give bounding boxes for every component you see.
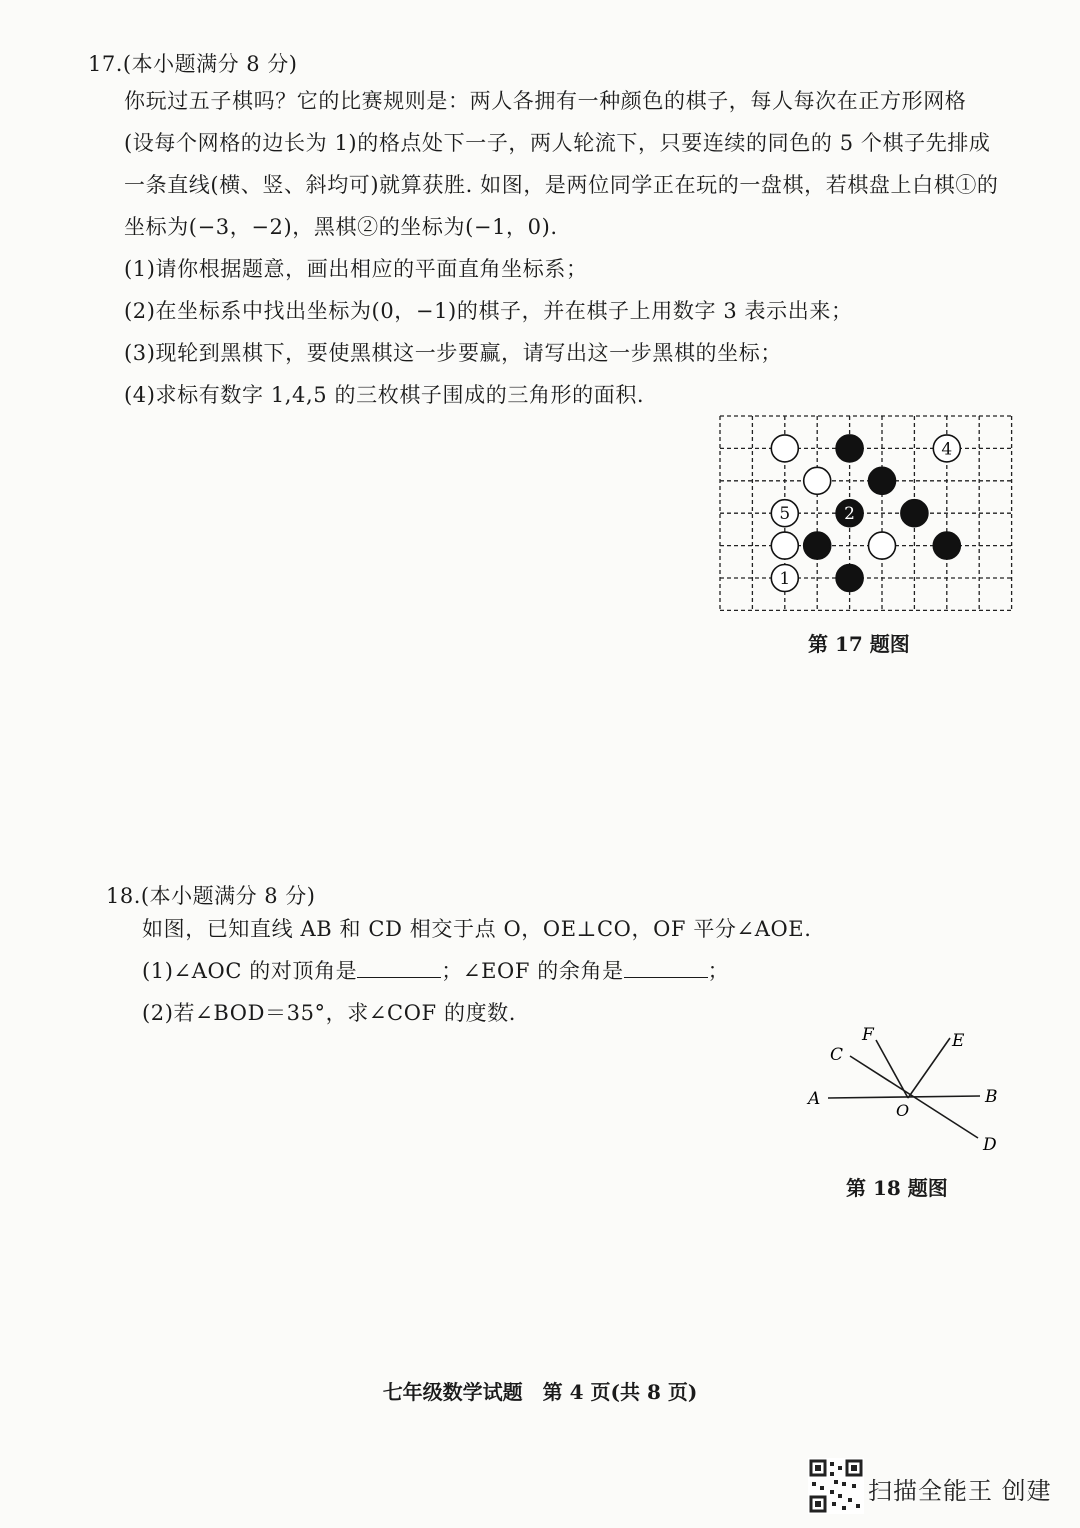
black-stone [933,532,960,559]
stone-label: 4 [941,439,953,460]
black-stone [901,500,928,527]
q17-part-3: (3)现轮到黑棋下，要使黑棋这一步要赢，请写出这一步黑棋的坐标； [124,341,782,365]
ray-OE [908,1038,950,1098]
stone-label: 2 [844,504,856,525]
q17-part-1: (1)请你根据题意，画出相应的平面直角坐标系； [124,257,588,281]
q18-figure-caption: 第 18 题图 [846,1176,948,1200]
q18-intro: 如图，已知直线 AB 和 CD 相交于点 O，OE⊥CO，OF 平分∠AOE. [142,917,812,941]
white-stone [771,435,798,462]
ray-OF [876,1040,908,1098]
black-stone [836,565,863,592]
watermark-text: 扫描全能王 创建 [868,1477,1052,1505]
label-F: F [862,1025,874,1045]
stone-label: 5 [779,504,791,525]
white-stone [869,532,896,559]
label-O: O [896,1101,910,1120]
label-E: E [952,1031,965,1051]
q17-line-1: 你玩过五子棋吗？它的比赛规则是：两人各拥有一种颜色的棋子，每人每次在正方形网格 [124,89,967,113]
line-AB [828,1096,980,1098]
white-stone [804,467,831,494]
page-footer: 七年级数学试题 第 4 页(共 8 页) [382,1380,698,1404]
q17-part-2: (2)在坐标系中找出坐标为(0，−1)的棋子，并在棋子上用数字 3 表示出来； [124,299,853,323]
black-stone [836,435,863,462]
label-D: D [983,1135,997,1155]
label-B: B [985,1087,998,1107]
q17-title: 17.(本小题满分 8 分) [88,52,298,76]
stone-label: 1 [779,569,791,589]
q17-line-4: 坐标为(−3，−2)，黑棋②的坐标为(−1，0). [124,215,558,239]
q18-title: 18.(本小题满分 8 分) [106,884,316,908]
q17-text [124,80,999,416]
q18-part-1-a: (1)∠AOC 的对顶角是 [142,959,358,983]
q17-line-3: 一条直线(横、竖、斜均可)就算获胜. 如图，是两位同学正在玩的一盘棋，若棋盘上白棋①的 [124,173,999,197]
gomoku-board-figure [712,408,1024,618]
q18-part-1 [142,950,812,992]
q17-part-4: (4)求标有数字 1,4,5 的三枚棋子围成的三角形的面积. [124,383,645,407]
black-stone [869,467,896,494]
q18-text [142,908,812,1034]
q17-line-2: (设每个网格的边长为 1)的格点处下一子，两人轮流下，只要连续的同色的 5 个棋子先排成 [124,131,991,155]
answer-blank-1[interactable] [357,959,441,978]
black-stone [804,532,831,559]
qr-code-icon [808,1458,864,1514]
q18-part-1-c: ； [707,959,730,983]
q17-figure-caption: 第 17 题图 [808,632,910,656]
answer-blank-2[interactable] [624,959,708,978]
label-C: C [830,1045,844,1065]
intersecting-lines-figure [800,1020,1020,1160]
white-stone [771,532,798,559]
q18-part-1-b: ；∠EOF 的余角是 [441,959,624,983]
label-A: A [808,1089,821,1109]
q18-part-2: (2)若∠BOD＝35°，求∠COF 的度数. [142,1001,517,1025]
